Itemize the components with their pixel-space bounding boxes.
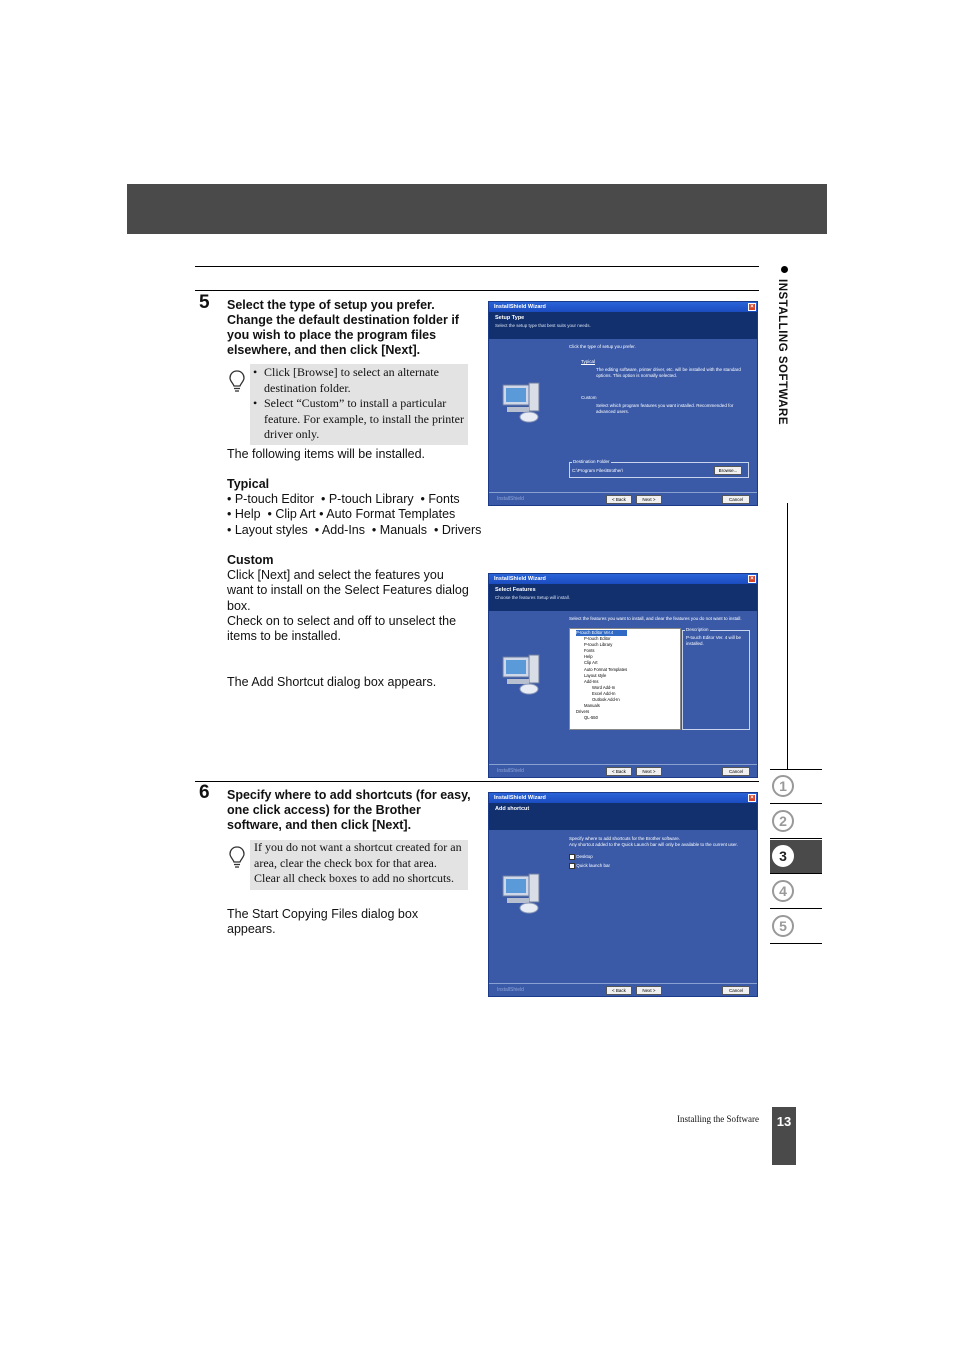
checkbox-label: Quick launch bar bbox=[576, 863, 611, 869]
chapter-number: 5 bbox=[772, 915, 794, 937]
note-item: • Click [Browse] to select an alternate destination folder. bbox=[250, 365, 464, 396]
dialog-prompt: Specify where to add shortcuts for the Brother software. Any shortcut added to the Quick Launch bar will only be available to the current user. bbox=[569, 836, 738, 847]
side-vertical-rule bbox=[787, 503, 788, 769]
typical-description: The editing software, printer driver, etc. will be installed with the standard options. This option is normally selected. bbox=[596, 367, 741, 378]
lightbulb-icon bbox=[228, 369, 246, 395]
tree-item[interactable]: Help bbox=[584, 654, 593, 660]
dialog-titlebar: InstallShield Wizard × bbox=[489, 793, 757, 803]
next-button[interactable]: Next > bbox=[636, 986, 662, 995]
installshield-brand: InstallShield bbox=[497, 496, 524, 502]
checkbox-label: Desktop bbox=[576, 854, 593, 860]
top-rule bbox=[195, 266, 759, 267]
chapter-number: 1 bbox=[772, 775, 794, 797]
typical-radio[interactable]: Typical bbox=[581, 359, 596, 364]
dialog-titlebar: InstallShield Wizard × bbox=[489, 302, 757, 312]
tree-item[interactable]: Fonts bbox=[584, 648, 595, 654]
computer-icon bbox=[499, 651, 545, 697]
desktop-checkbox[interactable] bbox=[569, 854, 593, 860]
back-button[interactable]: < Back bbox=[606, 495, 632, 504]
chapter-number: 2 bbox=[772, 810, 794, 832]
tree-item[interactable]: Add-Ins bbox=[584, 678, 599, 684]
dialog-prompt: Select the features you want to install, and clear the features you do not want to install. bbox=[569, 616, 742, 621]
tree-item[interactable]: QL-550 bbox=[584, 715, 598, 721]
step5-rule bbox=[195, 290, 759, 291]
back-button[interactable]: < Back bbox=[606, 986, 632, 995]
typical-line: • Help • Clip Art • Auto Format Templates bbox=[227, 507, 456, 521]
tree-item[interactable]: Clip Art bbox=[584, 660, 598, 666]
lightbulb-icon bbox=[228, 845, 246, 871]
chapter-tab-3[interactable] bbox=[770, 840, 822, 874]
chapter-number: 3 bbox=[772, 845, 794, 867]
next-button[interactable]: Next > bbox=[636, 767, 662, 776]
chapter-header-band bbox=[127, 184, 827, 234]
typical-line: • Layout styles • Add-Ins • Manuals • Drivers bbox=[227, 523, 482, 537]
chapter-tab-5[interactable] bbox=[770, 910, 822, 944]
dialog-prompt: Click the type of setup you prefer. bbox=[569, 344, 636, 349]
tree-item[interactable]: Excel Add-In bbox=[592, 690, 616, 696]
note-item: • Select “Custom” to install a particular feature. For example, to install the printer driver only. bbox=[250, 396, 464, 443]
select-features-dialog bbox=[488, 573, 758, 778]
computer-icon bbox=[499, 870, 545, 916]
step5-number: 5 bbox=[199, 292, 210, 313]
tree-item[interactable]: P-touch Editor Ver.4 bbox=[576, 630, 627, 636]
tree-item[interactable]: P-touch Library bbox=[584, 642, 613, 648]
tree-item[interactable]: Word Add-In bbox=[592, 684, 616, 690]
page-number: 13 bbox=[772, 1107, 796, 1165]
cancel-button[interactable]: Cancel bbox=[722, 767, 750, 776]
step6-rule bbox=[195, 781, 759, 782]
chapter-number: 4 bbox=[772, 880, 794, 902]
add-shortcut-dialog bbox=[488, 792, 758, 997]
footer-section: Installing the Software bbox=[677, 1114, 759, 1124]
browse-button[interactable]: Browse... bbox=[714, 466, 742, 475]
destination-folder-group bbox=[569, 459, 749, 478]
description-text: P-touch Editor Ver. 4 will be installed. bbox=[686, 635, 742, 646]
dialog-banner: Add shortcut bbox=[489, 803, 757, 830]
tree-item[interactable]: Layout style bbox=[584, 672, 607, 678]
destination-path: C:\Program Files\Brother\ bbox=[572, 468, 624, 473]
tree-item[interactable]: Auto Format Templates bbox=[584, 666, 628, 672]
destination-label: Destination Folder bbox=[573, 459, 610, 464]
feature-tree[interactable] bbox=[569, 628, 681, 730]
dialog-banner: Setup Type Select the setup type that best suits your needs. bbox=[489, 312, 757, 339]
step5-note-box bbox=[250, 364, 468, 445]
description-label: Description bbox=[686, 627, 709, 632]
setup-type-dialog bbox=[488, 301, 758, 506]
description-group bbox=[682, 627, 750, 730]
following-items-text: The following items will be installed. bbox=[227, 447, 426, 461]
add-shortcut-appears-text: The Add Shortcut dialog box appears. bbox=[227, 675, 437, 689]
cancel-button[interactable]: Cancel bbox=[722, 986, 750, 995]
custom-title: Custom bbox=[227, 553, 274, 567]
side-section-label: INSTALLING SOFTWARE bbox=[776, 279, 788, 426]
custom-radio[interactable]: Custom bbox=[581, 395, 597, 400]
back-button[interactable]: < Back bbox=[606, 767, 632, 776]
tree-item[interactable]: Drivers bbox=[576, 709, 590, 715]
close-icon[interactable]: × bbox=[748, 303, 756, 311]
close-icon[interactable]: × bbox=[748, 575, 756, 583]
typical-line: • P-touch Editor • P-touch Library • Fonts bbox=[227, 492, 460, 506]
tree-item[interactable]: Outlook Add-In bbox=[592, 697, 620, 703]
chapter-tab-2[interactable] bbox=[770, 805, 822, 839]
dialog-titlebar: InstallShield Wizard × bbox=[489, 574, 757, 584]
tree-item[interactable]: P-touch Editor bbox=[584, 636, 611, 642]
start-copying-text: The Start Copying Files dialog box appears. bbox=[227, 907, 419, 937]
dialog-banner: Select Features Choose the features Setup will install. bbox=[489, 584, 757, 611]
custom-description: Select which program features you want installed. Recommended for advanced users. bbox=[596, 403, 734, 414]
bullet-dot bbox=[781, 266, 788, 273]
quick-launch-checkbox[interactable] bbox=[569, 863, 610, 869]
typical-title: Typical bbox=[227, 477, 270, 491]
installshield-brand: InstallShield bbox=[497, 768, 524, 774]
step6-number: 6 bbox=[199, 782, 210, 803]
chapter-tab-4[interactable] bbox=[770, 875, 822, 909]
chapter-tab-1[interactable] bbox=[770, 770, 822, 804]
step6-note-box: If you do not want a shortcut created for an area, clear the check box for that area. Clear all check boxes to add no shortcuts. bbox=[250, 840, 468, 890]
cancel-button[interactable]: Cancel bbox=[722, 495, 750, 504]
custom-text: Click [Next] and select the features you want to install on the Select Features dialog box. Check on to select and off to unselect the items to be installed. bbox=[227, 568, 469, 644]
installshield-brand: InstallShield bbox=[497, 987, 524, 993]
tree-item[interactable]: Manuals bbox=[584, 703, 600, 709]
step5-heading: Select the type of setup you prefer. Change the default destination folder if you wish to place the program files elsewhere, and then click [Next]. bbox=[227, 298, 459, 357]
close-icon[interactable]: × bbox=[748, 794, 756, 802]
next-button[interactable]: Next > bbox=[636, 495, 662, 504]
step6-heading: Specify where to add shortcuts (for easy, one click access) for the Brother software, and then click [Next]. bbox=[227, 788, 471, 832]
computer-icon bbox=[499, 379, 545, 425]
